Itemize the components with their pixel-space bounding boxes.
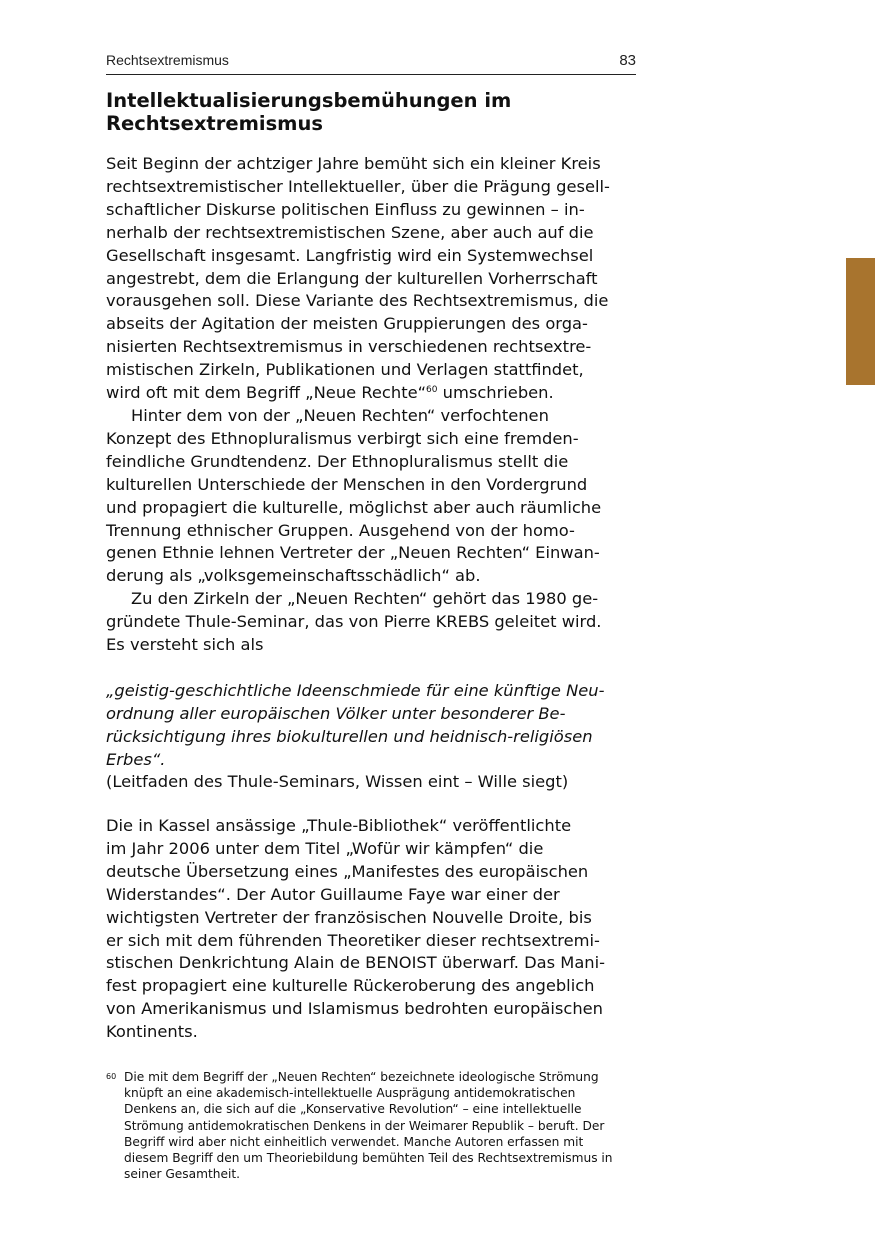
text-line: nisierten Rechtsextremismus in verschiedenen rechtsextre-: [106, 337, 592, 357]
footnote-line: Strömung antidemokratischen Denkens in der Weimarer Republik – beruft. Der: [124, 1118, 605, 1133]
running-header: [106, 52, 636, 75]
footnote-line: Die mit dem Begriff der „Neuen Rechten“ bezeichnete ideologische Strömung: [124, 1070, 599, 1084]
text-line: er sich mit dem führenden Theoretiker dieser rechtsextremi-: [106, 930, 600, 950]
text-line: feindliche Grundtendenz. Der Ethnopluralismus stellt die: [106, 451, 569, 471]
quote-line: „geistig-geschichtliche Ideenschmiede für eine künftige Neu-: [106, 681, 605, 700]
footnote-text: [124, 1069, 636, 1182]
text-line: genen Ethnie lehnen Vertreter der „Neuen Rechten“ Einwan-: [106, 543, 600, 563]
chapter-thumb-tab: [846, 258, 875, 385]
text-line: mistischen Zirkeln, Publikationen und Verlagen stattfindet,: [106, 360, 584, 380]
text-line: Es versteht sich als: [106, 635, 264, 655]
quote-line: Erbes“.: [106, 749, 166, 769]
running-header-section: Rechtsextremismus: [106, 52, 229, 68]
block-quote: [106, 680, 638, 772]
footnote-line: Begriff wird aber nicht einheitlich verwendet. Manche Autoren erfassen mit: [124, 1134, 584, 1149]
text-line: Hinter dem von der „Neuen Rechten“ verfochtenen: [131, 405, 549, 425]
paragraph-3: [106, 588, 638, 657]
text-line: vorausgehen soll. Diese Variante des Rechtsextremismus, die: [106, 291, 609, 311]
page-number: 83: [619, 52, 636, 69]
text-line: Die in Kassel ansässige „Thule-Bibliothek“ veröffentlichte: [106, 816, 572, 835]
section-title-line: Rechtsextremismus: [106, 112, 323, 135]
footnote-line: Denkens an, die sich auf die „Konservative Revolution“ – eine intellektuelle: [124, 1102, 582, 1117]
footnote-number: 60: [106, 1072, 117, 1081]
text-line: Gesellschaft insgesamt. Langfristig wird ein Systemwechsel: [106, 245, 594, 265]
text-line: nerhalb der rechtsextremistischen Szene, aber auch auf die: [106, 222, 594, 242]
text-line: Widerstandes“. Der Autor Guillaume Faye war einer der: [106, 884, 560, 904]
quote-line: ordnung aller europäischen Völker unter besonderer Be-: [106, 703, 566, 723]
text-segment: wird oft mit dem Begriff „Neue Rechte“: [106, 383, 427, 403]
footnote-line: seiner Gesamtheit.: [124, 1167, 241, 1182]
text-line: kulturellen Unterschiede der Menschen in den Vordergrund: [106, 474, 588, 494]
text-line: derung als „volksgemeinschaftsschädlich“ ab.: [106, 566, 481, 586]
text-line: gründete Thule-Seminar, das von Pierre KREBS geleitet wird.: [106, 612, 602, 632]
text-line: wichtigsten Vertreter der französischen Nouvelle Droite, bis: [106, 907, 592, 927]
text-line: Kontinents.: [106, 1022, 198, 1042]
text-segment: umschrieben.: [437, 383, 554, 403]
quote-source-line: (Leitfaden des Thule-Seminars, Wissen eint – Wille siegt): [106, 772, 569, 791]
paragraph-4: [106, 815, 638, 1044]
text-line: stischen Denkrichtung Alain de BENOIST überwarf. Das Mani-: [106, 953, 606, 973]
section-title-line: Intellektualisierungsbemühungen im: [106, 89, 512, 112]
quote-source: [106, 771, 638, 794]
footnote-reference: 60: [426, 385, 438, 396]
text-line: von Amerikanismus und Islamismus bedrohten europäischen: [106, 999, 603, 1019]
text-line: fest propagiert eine kulturelle Rückeroberung des angeblich: [106, 976, 595, 996]
text-line: schaftlicher Diskurse politischen Einfluss zu gewinnen – in-: [106, 199, 585, 219]
text-line: Konzept des Ethnopluralismus verbirgt sich eine fremden-: [106, 428, 579, 448]
text-line: Seit Beginn der achtziger Jahre bemüht sich ein kleiner Kreis: [106, 154, 601, 173]
text-line: im Jahr 2006 unter dem Titel „Wofür wir kämpfen“ die: [106, 838, 544, 858]
text-line: [106, 382, 638, 405]
section-title: [106, 89, 636, 135]
paragraph-2: [106, 405, 638, 588]
body-text: [106, 153, 638, 657]
text-line: angestrebt, dem die Erlangung der kulturellen Vorherrschaft: [106, 268, 598, 288]
footnote-line: knüpft an eine akademisch-intellektuelle Ausprägung antidemokratischen: [124, 1086, 576, 1101]
text-line: Zu den Zirkeln der „Neuen Rechten“ gehört das 1980 ge-: [131, 589, 599, 609]
paragraph-1: [106, 153, 638, 405]
quote-line: rücksichtigung ihres biokulturellen und heidnisch-religiösen: [106, 726, 593, 746]
text-line: Trennung ethnischer Gruppen. Ausgehend von der homo-: [106, 520, 575, 540]
footnote-line: diesem Begriff den um Theoriebildung bemühten Teil des Rechtsextremismus in: [124, 1151, 613, 1166]
footnote: [106, 1069, 636, 1182]
text-line: abseits der Agitation der meisten Gruppierungen des orga-: [106, 314, 588, 334]
text-line: und propagiert die kulturelle, möglichst aber auch räumliche: [106, 497, 602, 517]
text-line: rechtsextremistischer Intellektueller, über die Prägung gesell-: [106, 176, 610, 196]
text-line: deutsche Übersetzung eines „Manifestes des europäischen: [106, 861, 589, 881]
